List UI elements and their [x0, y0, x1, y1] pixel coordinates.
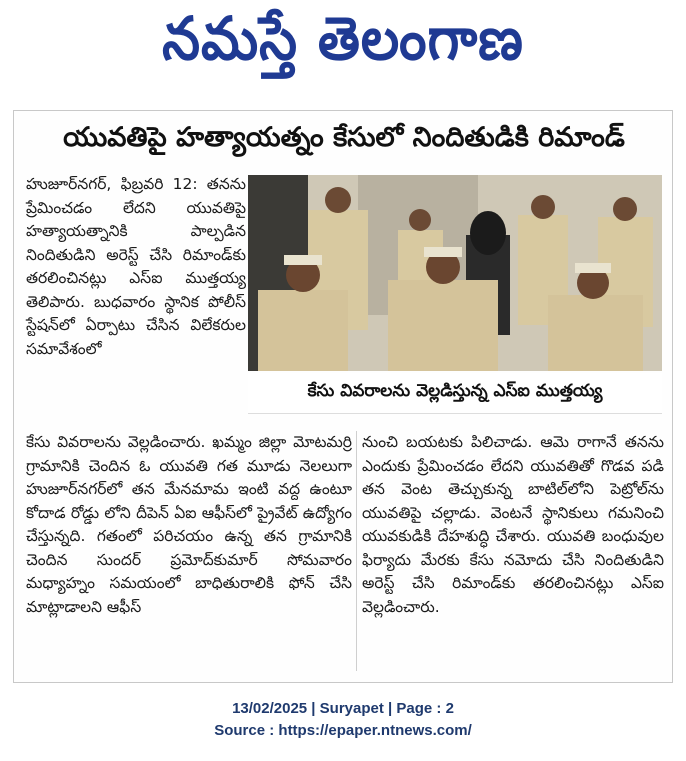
- edition-info: 13/02/2025 | Suryapet | Page : 2: [232, 700, 454, 717]
- article-photo: [248, 175, 662, 371]
- column-divider: [356, 431, 357, 671]
- article-body-intro: హుజూర్‌నగర్, ఫిబ్రవరి 12: తనను ప్రేమించడం లేదని యువతిపై హత్యాయత్నానికి పాల్పడిన నిందితుడిని అరెస్ట్ చేసి రిమాండ్‌కు తరలించినట్లు ఎస్ఐ ముత్తయ్య తెలిపారు. బుధవారం స్థానిక పోలీస్ స్టేషన్‌లో ఏర్పాటు చేసిన విలేకరుల సమావేశంలో: [26, 175, 246, 358]
- article-body-column-right: నుంచి బయటకు పిలిచాడు. ఆమె రాగానే తనను ఎందుకు ప్రేమించడం లేదని యువతితో గొడవ పడి తన వెంట తెచ్చుకున్న బాటిల్‌లోని పెట్రోల్‌ను యువతిపై చల్లాడు. వెంటనే స్థానికులు గమనించి యువకుడికి దేహశుద్ధి చేశారు. యువతి బంధువుల ఫిర్యాదు మేరకు కేసు నమోదు చేసి నిందితుడిని అరెస్ట్ చేసి రిమాండ్‌కు తరలించినట్లు ఎస్ఐ వెల్లడించారు.: [362, 433, 664, 616]
- masthead: [0, 0, 686, 92]
- article-headline: యువతిపై హత్యాయత్నం కేసులో నిందితుడికి రిమాండ్: [63, 122, 625, 153]
- photo-caption: కేసు వివరాలను వెల్లడిస్తున్న ఎస్ఐ ముత్తయ్య: [248, 373, 662, 414]
- news-clipping: [13, 110, 673, 683]
- source-url: Source : https://epaper.ntnews.com/: [214, 722, 472, 739]
- newspaper-logo-title: నమస్తే తెలంగాణ: [162, 3, 524, 73]
- police-group-photo: [248, 175, 662, 371]
- article-body-column-left: కేసు వివరాలను వెల్లడించారు. ఖమ్మం జిల్లా మోటమర్రి గ్రామానికి చెందిన ఓ యువతి గత మూడు నెలలుగా హుజూర్‌నగర్‌లో తన మేనమామ ఇంటి వద్ద ఉంటూ కోదాడ రోడ్డు లోని దీపెన్ ఏఐ ఆఫీస్‌లో ప్రైవేట్ ఉద్యోగం చేస్తున్నది. గతంలో పరిచయం ఉన్న తన గ్రామానికి చెందిన సుందర్ ప్రమోద్‌కుమార్ సోమవారం మధ్యాహ్నం సమయంలో బాధితురాలికి ఫోన్ చేసి మాట్లాడాలని ఆఫీస్: [26, 433, 352, 616]
